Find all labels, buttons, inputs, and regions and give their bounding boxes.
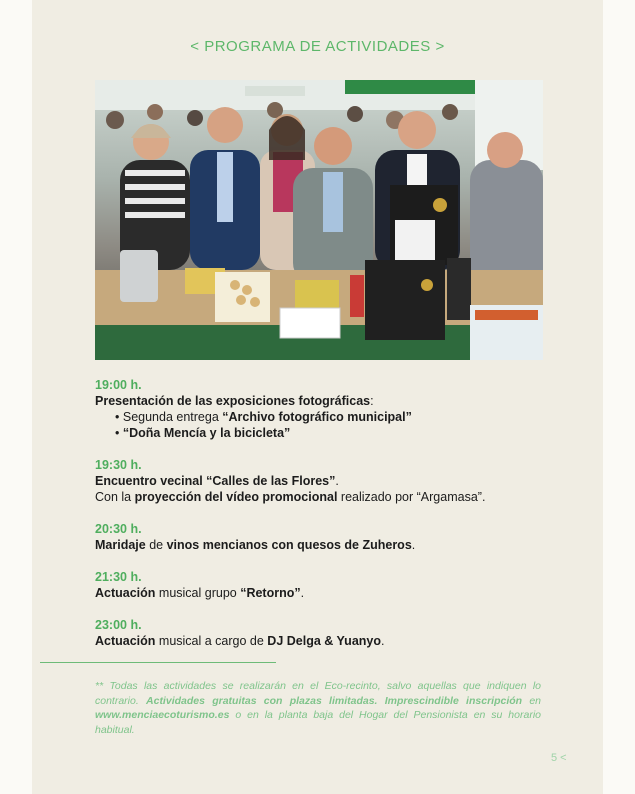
page	[32, 0, 603, 794]
footnote-bold: Actividades gratuitas con plazas limitadas. Imprescindible inscripción	[146, 694, 523, 707]
entry-time: 19:00 h.	[95, 378, 142, 392]
title-text: musical grupo	[155, 586, 241, 600]
detail-text: Con la	[95, 490, 135, 504]
entry-title-bold: Encuentro vecinal “Calles de las Flores”	[95, 474, 336, 488]
title-text: musical a cargo de	[155, 634, 268, 648]
title-text: de	[145, 538, 167, 552]
entry-time: 21:30 h.	[95, 570, 142, 584]
detail-text: realizado por “Argamasa”.	[337, 490, 486, 504]
title-bold: vinos mencianos con quesos de Zuheros	[166, 538, 412, 552]
entry-detail	[95, 489, 555, 505]
footnote-text: ** Todas las actividades se realizarán en el Eco-recinto, salvo aquellas que indiquen lo contrario.	[95, 680, 541, 707]
schedule-entry	[95, 377, 555, 441]
footnote-text: en	[522, 694, 541, 707]
title-text: .	[300, 586, 305, 600]
footnote-divider	[40, 662, 276, 663]
title-bold: Maridaje	[95, 538, 146, 552]
schedule-entry	[95, 569, 555, 601]
page-number: 5 <	[551, 752, 567, 764]
schedule-entry	[95, 457, 555, 505]
entry-title	[95, 633, 555, 649]
schedule-entry	[95, 617, 555, 649]
entry-title	[95, 537, 555, 553]
event-photo	[95, 80, 543, 360]
schedule	[95, 377, 555, 665]
schedule-entry	[95, 521, 555, 553]
footnote	[95, 679, 541, 737]
entry-time: 19:30 h.	[95, 458, 142, 472]
bullet-bold: “Archivo fotográfico municipal”	[222, 410, 412, 424]
entry-title-bold: Presentación de las exposiciones fotográficas	[95, 394, 371, 408]
entry-time: 23:00 h.	[95, 618, 142, 632]
bullet-item	[115, 409, 555, 425]
entry-title	[95, 393, 555, 409]
photo-icon	[95, 80, 543, 360]
section-title: < PROGRAMA DE ACTIVIDADES >	[190, 38, 445, 55]
entry-title	[95, 473, 555, 489]
entry-bullets	[95, 409, 555, 441]
footnote-link[interactable]: www.menciaecoturismo.es	[95, 709, 230, 721]
entry-title	[95, 585, 555, 601]
entry-time: 20:30 h.	[95, 522, 142, 536]
bullet-bold: “Doña Mencía y la bicicleta”	[122, 426, 291, 440]
entry-title-tail: .	[335, 474, 339, 488]
title-text: .	[381, 634, 385, 648]
title-bold: “Retorno”	[240, 586, 301, 600]
title-bold: Actuación	[95, 586, 156, 600]
bullet-text: Segunda entrega	[122, 410, 223, 424]
title-bold: Actuación	[95, 634, 156, 648]
footnote-text: o en la planta baja del Hogar del Pensionista en su horario habitual.	[95, 709, 541, 736]
bullet-item	[115, 425, 555, 441]
title-text: .	[411, 538, 416, 552]
entry-title-tail: :	[370, 394, 374, 408]
detail-bold: proyección del vídeo promocional	[134, 490, 338, 504]
title-bold: DJ Delga & Yuanyo	[267, 634, 381, 648]
